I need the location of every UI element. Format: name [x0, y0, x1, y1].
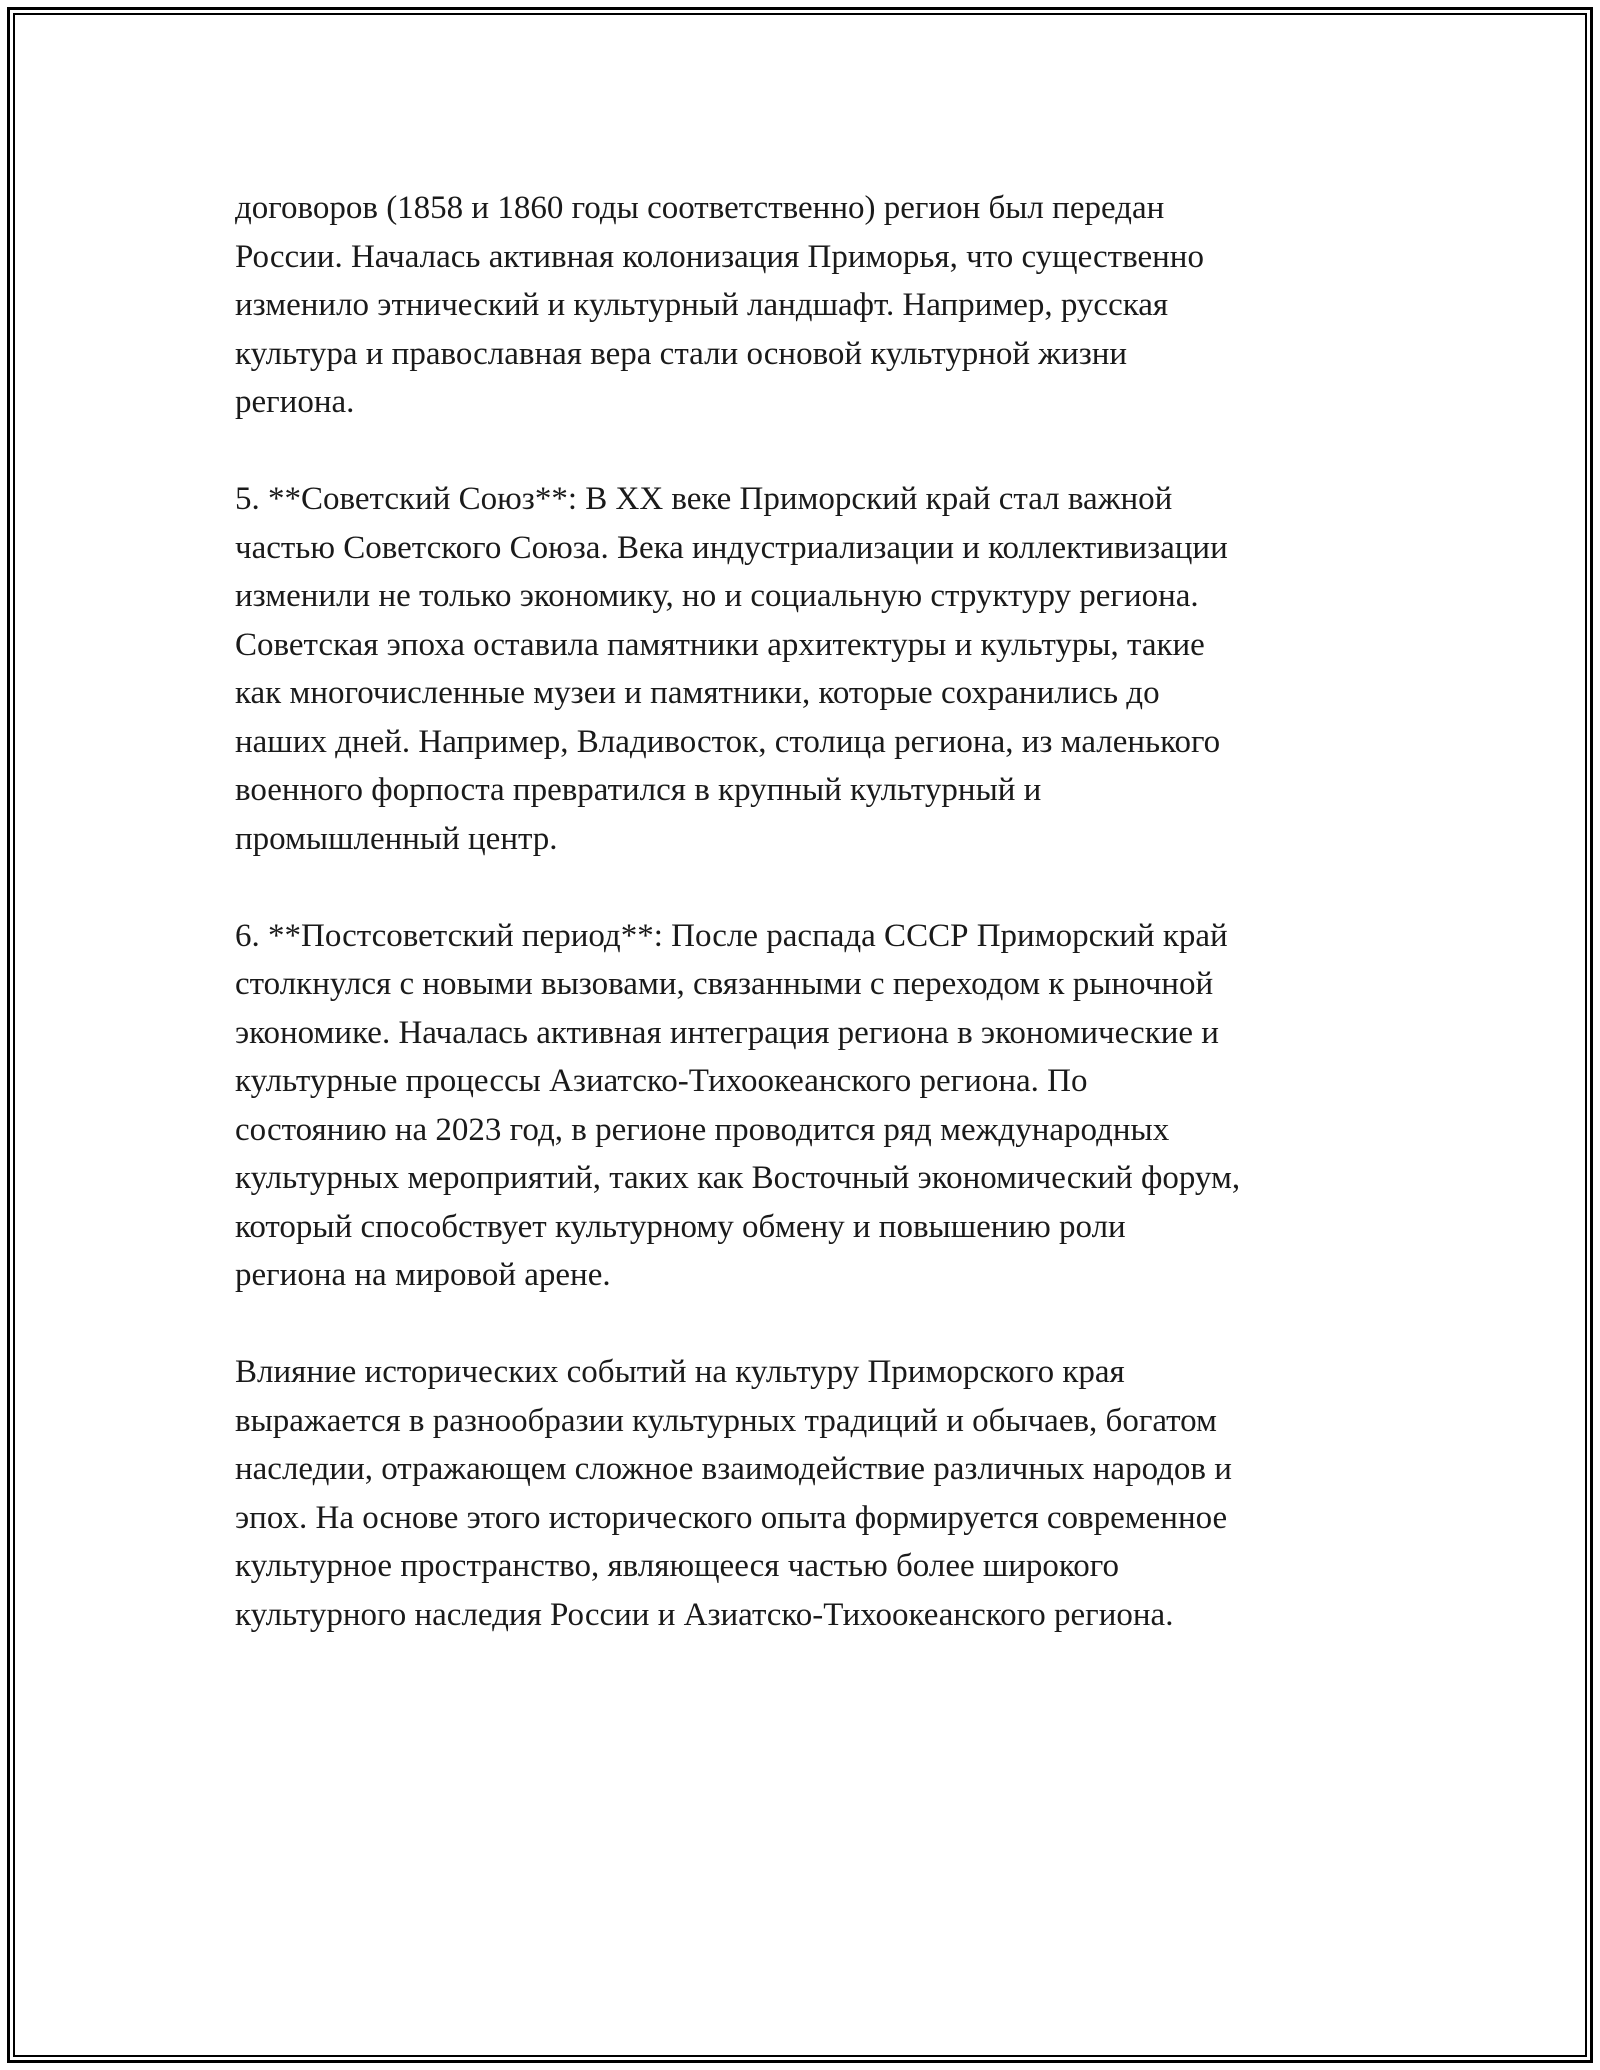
text-line: как многочисленные музеи и памятники, которые сохранились до: [235, 675, 1160, 711]
text-line: культурных мероприятий, таких как Восточный экономический форум,: [235, 1160, 1241, 1196]
text-line: России. Началась активная колонизация Приморья, что существенно: [235, 238, 1204, 275]
text-line: культурные процессы Азиатско-Тихоокеанского региона. По: [235, 1063, 1088, 1099]
text-line: культура и православная вера стали основой культурной жизни: [235, 335, 1128, 372]
paragraph-post-soviet: [235, 912, 1375, 1300]
text-line: культурного наследия России и Азиатско-Тихоокеанского региона.: [235, 1596, 1174, 1633]
text-line: 5. **Советский Союз**: В XX веке Приморский край стал важной: [235, 481, 1173, 517]
paragraph-spacer: [235, 427, 1375, 476]
text-line: состоянию на 2023 год, в регионе проводится ряд международных: [235, 1111, 1170, 1148]
text-line: договоров (1858 и 1860 годы соответственно) регион был передан: [235, 190, 1165, 226]
text-line: выражается в разнообразии культурных традиций и обычаев, богатом: [235, 1402, 1217, 1439]
text-line: наших дней. Например, Владивосток, столица региона, из маленького: [235, 723, 1221, 760]
text-line: который способствует культурному обмену и повышению роли: [235, 1208, 1126, 1245]
text-line: экономике. Началась активная интеграция региона в экономические и: [235, 1014, 1219, 1051]
paragraph-conclusion: [235, 1348, 1375, 1639]
paragraph-spacer: [235, 1300, 1375, 1349]
text-line: Влияние исторических событий на культуру Приморского края: [235, 1354, 1125, 1390]
text-line: изменило этнический и культурный ландшафт. Например, русская: [235, 287, 1169, 323]
text-line: военного форпоста превратился в крупный культурный и: [235, 772, 1042, 808]
text-line: Советская эпоха оставила памятники архитектуры и культуры, такие: [235, 626, 1205, 663]
paragraph-soviet-union: [235, 475, 1375, 863]
paragraph-colonization: [235, 184, 1375, 427]
text-line: частью Советского Союза. Века индустриализации и коллективизации: [235, 529, 1228, 566]
text-line: столкнулся с новыми вызовами, связанными с переходом к рыночной: [235, 966, 1214, 1002]
text-line: эпох. На основе этого исторического опыта формируется современное: [235, 1499, 1228, 1536]
text-line: региона.: [235, 384, 355, 420]
paragraph-spacer: [235, 863, 1375, 912]
text-line: промышленный центр.: [235, 820, 558, 857]
text-line: культурное пространство, являющееся частью более широкого: [235, 1548, 1120, 1584]
text-line: региона на мировой арене.: [235, 1257, 611, 1293]
text-line: изменили не только экономику, но и социальную структуру региона.: [235, 578, 1199, 614]
text-line: наследии, отражающем сложное взаимодействие различных народов и: [235, 1451, 1232, 1487]
text-line: 6. **Постсоветский период**: После распада СССР Приморский край: [235, 917, 1228, 954]
document-body: [235, 184, 1375, 1639]
